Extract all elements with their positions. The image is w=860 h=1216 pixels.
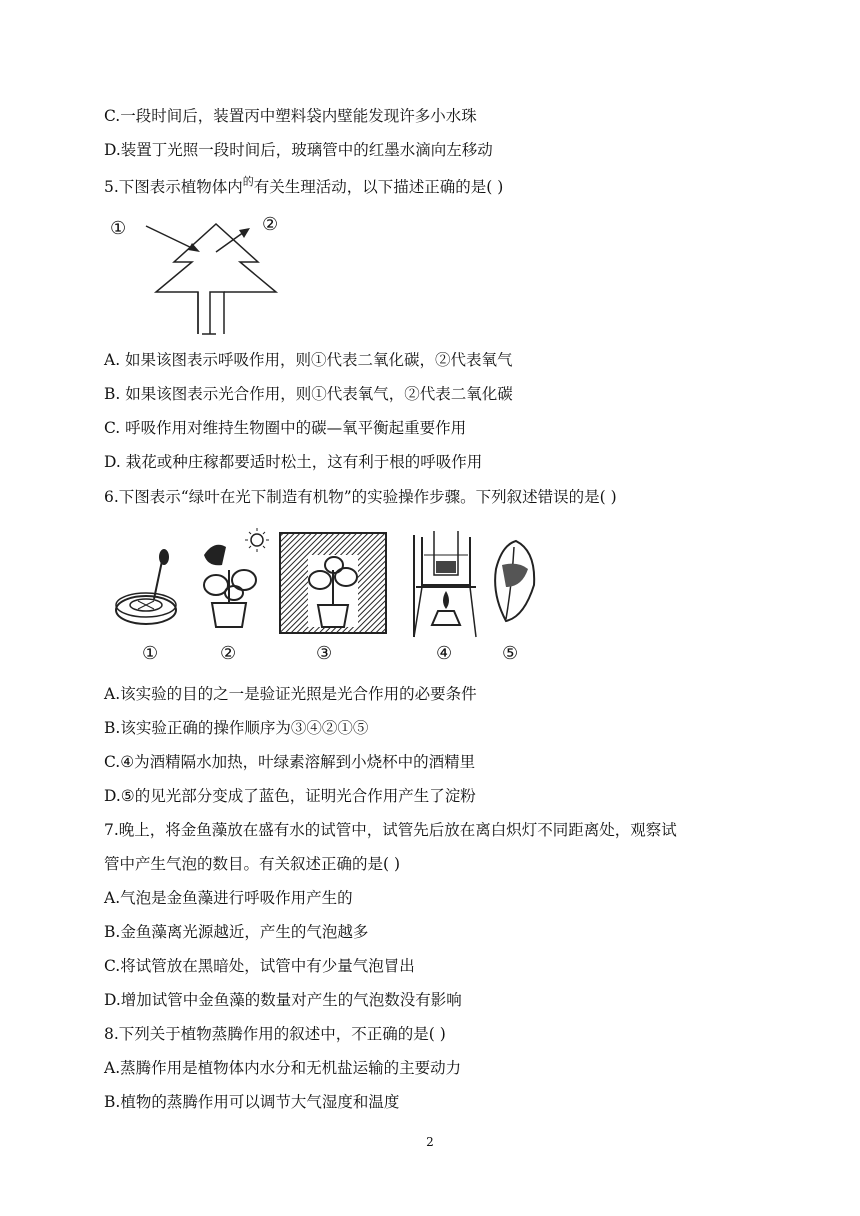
q5-stem-post: 有关生理活动，以下描述正确的是( ) — [253, 178, 504, 196]
q6-option-b: B.该实验正确的操作顺序为③④②①⑤ — [104, 719, 369, 737]
q5-stem-pre: 5.下图表示植物体内 — [104, 178, 243, 196]
q4-option-d: D.装置丁光照一段时间后，玻璃管中的红墨水滴向左移动 — [104, 141, 493, 159]
q7-option-d: D.增加试管中金鱼藻的数量对产生的气泡数没有影响 — [104, 991, 462, 1009]
q6-option-c: C.④为酒精隔水加热，叶绿素溶解到小烧杯中的酒精里 — [104, 753, 476, 771]
q5-option-a: A. 如果该图表示呼吸作用，则①代表二氧化碳，②代表氧气 — [104, 351, 513, 369]
q6-figure — [104, 525, 554, 670]
q4-option-c: C.一段时间后，装置丙中塑料袋内壁能发现许多小水珠 — [104, 107, 477, 125]
q6-option-a: A.该实验的目的之一是验证光照是光合作用的必要条件 — [104, 685, 477, 703]
water-bath-heating-icon — [414, 531, 476, 637]
leaf-icon — [495, 541, 534, 621]
dark-box-plant-icon — [280, 533, 386, 633]
fig6-label-1: ① — [142, 643, 159, 664]
arrow-in — [146, 226, 196, 250]
fig6-label-4: ④ — [436, 643, 453, 664]
tree-outline — [156, 224, 276, 334]
q5-option-b: B. 如果该图表示光合作用，则①代表氧气，②代表二氧化碳 — [104, 385, 513, 403]
q8-option-b: B.植物的蒸腾作用可以调节大气湿度和温度 — [104, 1093, 400, 1111]
fig6-label-3: ③ — [316, 643, 333, 664]
q5-option-d: D. 栽花或种庄稼都要适时松土，这有利于根的呼吸作用 — [104, 453, 483, 471]
q8-option-a: A.蒸腾作用是植物体内水分和无机盐运输的主要动力 — [104, 1059, 462, 1077]
q7-stem-line-1: 7.晚上，将金鱼藻放在盛有水的试管中，试管先后放在离白炽灯不同距离处，观察试 — [104, 821, 677, 839]
fig6-label-2: ② — [220, 643, 237, 664]
petri-dish-icon — [116, 549, 176, 624]
q7-option-b: B.金鱼藻离光源越近，产生的气泡越多 — [104, 923, 369, 941]
q8-stem: 8.下列关于植物蒸腾作用的叙述中，不正确的是( ) — [104, 1025, 446, 1043]
fig5-label-1: ① — [110, 218, 127, 239]
q5-stem — [104, 177, 503, 199]
fig5-label-2: ② — [262, 214, 279, 235]
tree-trunk — [210, 292, 224, 334]
q5-stem-sup: 的 — [242, 175, 254, 188]
q6-option-d: D.⑤的见光部分变成了蓝色，证明光合作用产生了淀粉 — [104, 787, 476, 805]
q7-option-a: A.气泡是金鱼藻进行呼吸作用产生的 — [104, 889, 353, 907]
q7-option-c: C.将试管放在黑暗处，试管中有少量气泡冒出 — [104, 957, 415, 975]
q7-stem-line-2: 管中产生气泡的数目。有关叙述正确的是( ) — [104, 855, 401, 873]
fig6-label-5: ⑤ — [502, 643, 519, 664]
q5-figure — [104, 212, 304, 342]
arrow-out — [216, 232, 244, 252]
q5-option-c: C. 呼吸作用对维持生物圈中的碳—氧平衡起重要作用 — [104, 419, 467, 437]
page-number: 2 — [426, 1135, 434, 1149]
potted-plant-sun-icon — [204, 528, 269, 627]
q6-stem: 6.下图表示“绿叶在光下制造有机物”的实验操作步骤。下列叙述错误的是( ) — [104, 488, 617, 506]
